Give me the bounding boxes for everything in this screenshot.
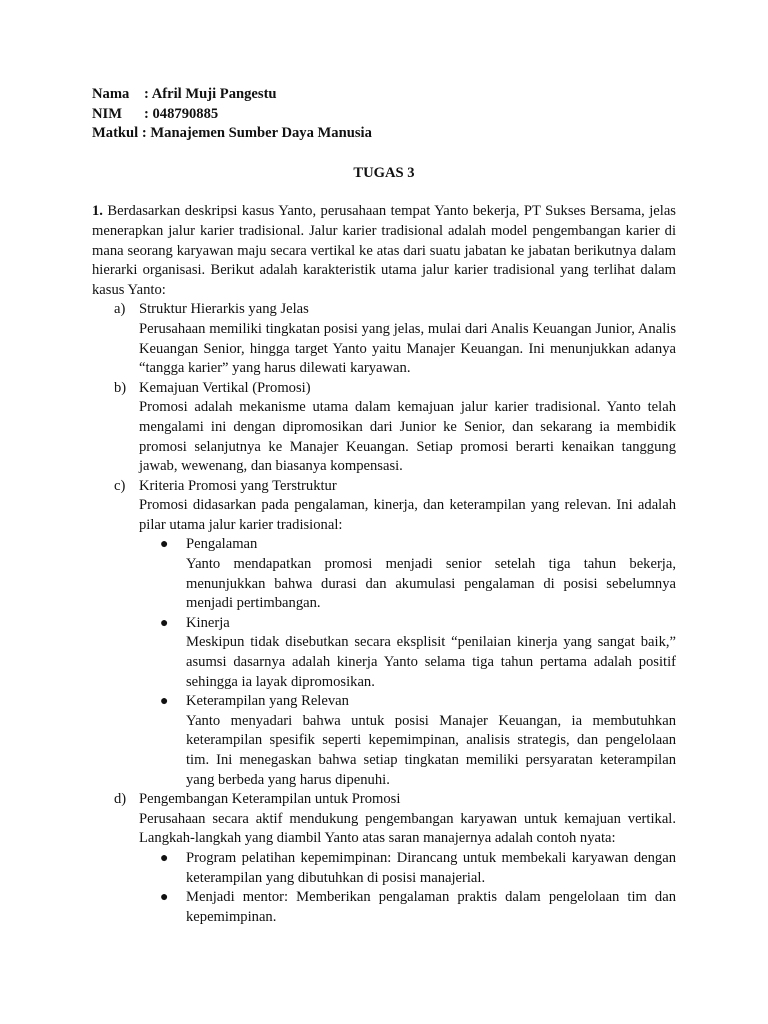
list-item-description: Promosi didasarkan pada pengalaman, kinerja, dan keterampilan yang relevan. Ini adalah pilar utama jalur karier tradisional: xyxy=(139,497,676,533)
list-item-description: Perusahaan secara aktif mendukung pengembangan karyawan untuk kemajuan vertikal. Langkah-langkah yang diambil Yanto atas saran manajernya adalah contoh nyata: xyxy=(139,810,676,847)
bullet-icon: ● xyxy=(160,850,169,866)
bullet-description: Meskipun tidak disebutkan secara eksplisit “penilaian kinerja yang sangat baik,” asumsi dasarnya adalah kinerja Yanto selama tiga tahun pertama adalah positif sehingga ia layak dipromosikan. xyxy=(186,634,676,690)
nama-value: : Afril Muji Pangestu xyxy=(144,86,277,102)
bullet-icon: ● xyxy=(160,890,169,906)
bullet-item-pelatihan xyxy=(139,849,676,888)
list-marker: a) xyxy=(114,301,126,318)
bullet-item-pengalaman xyxy=(139,535,676,613)
header-nama-line xyxy=(92,85,676,105)
bullet-heading: Pengalaman xyxy=(186,536,258,553)
list-marker: c) xyxy=(114,477,126,494)
intro-text: Berdasarkan deskripsi kasus Yanto, perusahaan tempat Yanto bekerja, PT Sukses Bersama, jelas menerapkan jalur karier tradisional. Jalur karier tradisional adalah model pengembangan karier di mana seorang karyawan maju secara vertikal ke atas dari suatu jabatan ke jabatan berikutnya dalam hierarki organisasi. Berikut adalah karakteristik utama jalur karier tradisional yang terlihat dalam kasus Yanto: xyxy=(92,203,676,298)
bullet-list xyxy=(139,849,676,927)
list-item-description: Perusahaan memiliki tingkatan posisi yang jelas, mulai dari Analis Keuangan Junior, Analis Keuangan Senior, hingga target Yanto yaitu Manajer Keuangan. Ini menunjukkan adanya “tangga karier” yang harus dilewati karyawan. xyxy=(139,320,676,377)
list-item-description: Promosi adalah mekanisme utama dalam kemajuan jalur karier tradisional. Yanto telah mengalami ini dengan dipromosikan dari Junior ke Senior, dan sekarang ia membidik promosi selanjutnya ke Manajer Keuangan. Setiap promosi berarti kenaikan tanggung jawab, wewenang, dan biasanya kompensasi. xyxy=(139,399,676,475)
list-item-b xyxy=(92,379,676,477)
bullet-item-kinerja xyxy=(139,614,676,692)
bullet-item-mentor xyxy=(139,888,676,927)
list-marker: d) xyxy=(114,791,127,808)
bullet-icon: ● xyxy=(160,615,169,631)
header-nim-line xyxy=(92,105,676,125)
matkul-value: : Manajemen Sumber Daya Manusia xyxy=(141,125,372,142)
bullet-icon: ● xyxy=(160,694,169,710)
bullet-heading: Keterampilan yang Relevan xyxy=(186,693,349,710)
bullet-description: Yanto menyadari bahwa untuk posisi Manajer Keuangan, ia membutuhkan keterampilan spesifik seperti kepemimpinan, analisis strategis, dan pengelolaan tim. Ini menegaskan bahwa setiap tingkatan memiliki persyaratan keterampilan yang berbeda yang harus dipenuhi. xyxy=(186,712,676,788)
list-item-c xyxy=(92,477,676,791)
bullet-list xyxy=(139,535,676,790)
question-number: 1. xyxy=(92,203,103,220)
matkul-label: Matkul xyxy=(92,125,139,142)
header-matkul-line xyxy=(92,124,676,144)
nim-label: NIM xyxy=(92,105,122,122)
intro-paragraph xyxy=(92,202,676,300)
bullet-text: Program pelatihan kepemimpinan: Dirancang untuk membekali karyawan dengan keterampilan yang dibutuhkan di posisi manajerial. xyxy=(186,849,676,886)
list-item-heading: Pengembangan Keterampilan untuk Promosi xyxy=(139,791,401,808)
bullet-item-keterampilan xyxy=(139,692,676,790)
list-item-d xyxy=(92,790,676,927)
nama-label: Nama xyxy=(92,86,130,102)
list-item-heading: Struktur Hierarkis yang Jelas xyxy=(139,301,309,318)
bullet-text: Menjadi mentor: Memberikan pengalaman praktis dalam pengelolaan tim dan kepemimpinan. xyxy=(186,889,676,925)
list-marker: b) xyxy=(114,379,127,396)
list-item-heading: Kriteria Promosi yang Terstruktur xyxy=(139,477,337,494)
bullet-description: Yanto mendapatkan promosi menjadi senior setelah tiga tahun bekerja, menunjukkan bahwa durasi dan akumulasi pengalaman di posisi sebelumnya menjadi pertimbangan. xyxy=(186,556,676,612)
bullet-icon: ● xyxy=(160,537,169,553)
nim-value: : 048790885 xyxy=(144,105,219,122)
document-title: TUGAS 3 xyxy=(353,164,415,181)
bullet-heading: Kinerja xyxy=(186,614,230,631)
list-item-a xyxy=(92,300,676,378)
list-item-heading: Kemajuan Vertikal (Promosi) xyxy=(139,379,311,396)
